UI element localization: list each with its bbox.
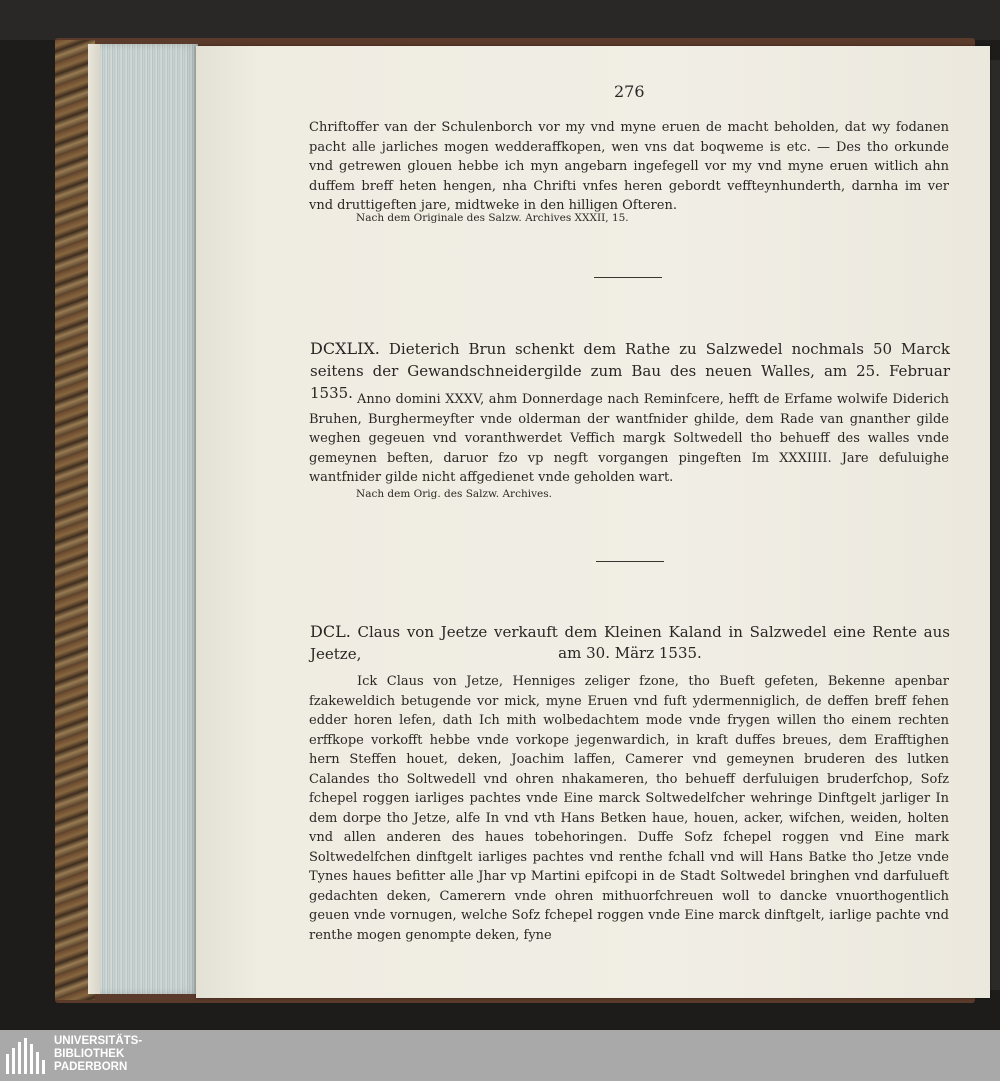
entry-title: Claus von Jeetze verkauft dem Kleinen Kaland in Salzwedel eine Rente aus Jeetze, bbox=[310, 623, 950, 663]
book-page bbox=[196, 46, 990, 998]
paragraph-continuation: Chriftoffer van der Schulenborch vor my vnd myne eruen de macht beholden, dat wy fodanen pacht alle jarliches mogen wedderaffkopen, wen vns dat boqweme is etc. — Des tho orkunde vnd getrewen glouen hebbe ich myn angebarn ingefegell vor my vnd myne eruen witlich ahn duffem breff heten hengen, nha Chrifti vnfes heren gebordt veffteynhunderth, darnha im ver vnd druttigeften jare, midtweke in den hilligen Ofteren. bbox=[309, 120, 949, 213]
entry-number: DCXLIX. bbox=[310, 339, 380, 358]
section-divider bbox=[596, 561, 664, 562]
section-divider bbox=[594, 277, 662, 278]
source-note: Nach dem Orig. des Salzw. Archives. bbox=[356, 488, 552, 500]
entry-paragraph: Ick Claus von Jetze, Henniges zeliger fzone, tho Bueft gefeten, Bekenne apenbar fzakeweldich betugende vor mick, myne Eruen vnd fuft ydermenniglich, de deffen breff fehen edder horen lefen, dath Ich mith wolbedachtem mode vnde frygen willen tho einem rechten erffkope vorkofft hebbe vnde vorkope jegenwardich, in kraft duffes breues, dem Erafftighen hern Steffen houet, deken, Joachim laffen, Camerer vnd gemeynen bruderen des lutken Calandes tho Soltwedell vnd ohren nhakameren, tho behueff derfuluigen bruderfchop, Sofz fchepel roggen iarliges pachtes vnde Eine marck Soltwedelfcher wehringe Dinftgelt jarliger In dem dorpe tho Jetze, alfe In vnd vth Hans Betken haue, houen, acker, wifchen, weiden, holten vnd allen anderen des haues tobehoringen. Duffe Sofz fchepel roggen vnd Eine mark Soltwedelfchen dinftgelt iarliges pachtes vnd renthe fchall vnd will Hans Batke tho Jetze vnde Tynes haues befitter alle Jhar vp Martini epifcopi in de Stadt Soltwedel bringhen vnd darfulueft gedachten deken, Camerern vnde ohren mithuorfchreuen woll to dancke vnuorthogentlich geuen vnde vornugen, welche Sofz fchepel roggen vnde Eine marck dinftgelt, iarlige pachte vnd renthe mogen genompte deken, fyne bbox=[309, 674, 949, 943]
entry-title-continuation: am 30. März 1535. bbox=[558, 644, 702, 662]
entry-number: DCL. bbox=[310, 622, 351, 641]
library-name-line: UNIVERSITÄTS- bbox=[54, 1035, 143, 1047]
library-footer bbox=[0, 1030, 1000, 1081]
page-number: 276 bbox=[614, 82, 645, 101]
entry-title: Dieterich Brun schenkt dem Rathe zu Salzwedel nochmals 50 Marck seitens der Gewandschneidergilde zum Bau des neuen Walles, am 25. Februar 1535. bbox=[310, 340, 950, 402]
library-logo-icon bbox=[6, 1038, 46, 1074]
entry-paragraph: Anno domini XXXV, ahm Donnerdage nach Reminfcere, hefft de Erfame wolwife Diderich Bruhen, Burghermeyfter vnde olderman der wantfnider ghilde, dem Rade van gnanther gilde weghen gegeuen vnd voranthwerdet Veffich margk Soltwedell tho behueff des walles vnde gemeynen beften, daruor fzo vp negft vorgangen pingeften Im XXXIIII. Jare defuluighe wantfnider gilde nicht affgedienet vnde geholden wart. bbox=[309, 392, 949, 485]
library-name-line: BIBLIOTHEK bbox=[54, 1048, 125, 1060]
page-edge-highlight bbox=[88, 44, 100, 994]
scanner-top-edge bbox=[0, 0, 1000, 40]
page-edges-stack bbox=[88, 44, 198, 994]
source-note: Nach dem Originale des Salzw. Archives XXXII, 15. bbox=[356, 212, 629, 224]
library-name bbox=[54, 1035, 142, 1074]
library-name-line: PADERBORN bbox=[54, 1061, 128, 1073]
